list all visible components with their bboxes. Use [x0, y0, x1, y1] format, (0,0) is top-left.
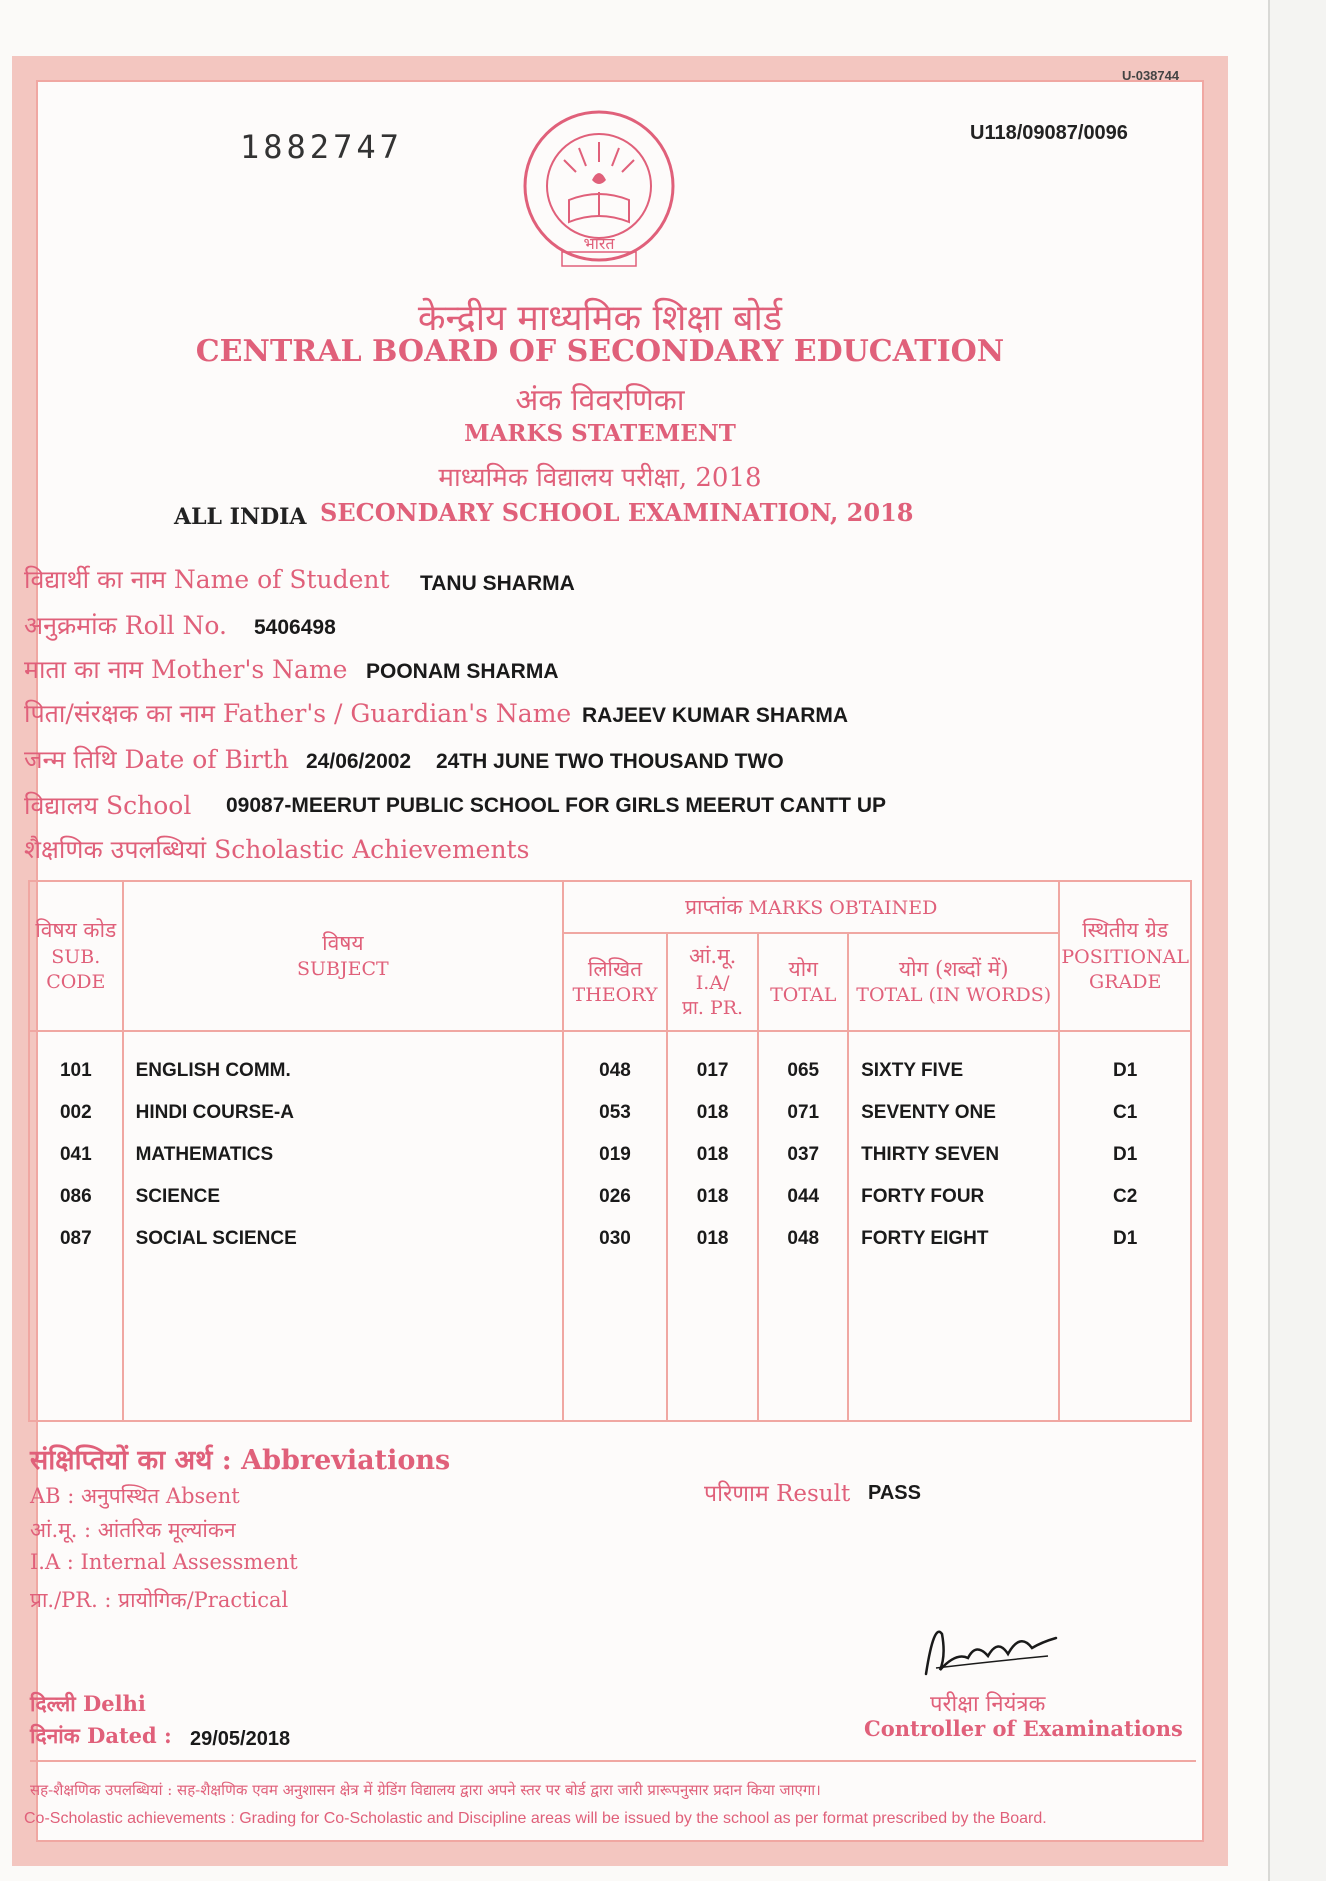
abbreviation-item: आं.मू. : आंतरिक मूल्यांकन: [30, 1518, 236, 1542]
result-label: परिणाम Result: [704, 1481, 851, 1507]
serial-number: 1882747: [240, 128, 403, 166]
controller-title-hindi: परीक्षा नियंत्रक: [930, 1692, 1046, 1717]
table-row: MATHEMATICS: [135, 1144, 274, 1165]
table-row: FORTY EIGHT: [861, 1228, 989, 1249]
dob-value: 24/06/2002: [306, 750, 412, 773]
table-row: 048: [599, 1060, 631, 1081]
marks-table: [28, 880, 1192, 1422]
board-name-hindi: केन्द्रीय माध्यमिक शिक्षा बोर्ड: [417, 298, 783, 339]
table-row: 086: [59, 1186, 92, 1207]
table-row: D1: [1113, 1228, 1138, 1249]
table-row: 071: [787, 1102, 820, 1123]
student-name-value: TANU SHARMA: [420, 572, 575, 595]
table-row: 087: [59, 1228, 92, 1249]
table-row: ENGLISH COMM.: [135, 1060, 291, 1081]
father-name-label: पिता/संरक्षक का नाम Father's / Guardian's Name: [24, 699, 572, 728]
table-row: 037: [787, 1144, 820, 1165]
table-row: SIXTY FIVE: [861, 1060, 964, 1081]
dated-label: दिनांक Dated :: [30, 1723, 172, 1748]
reference-number: U118/09087/0096: [970, 122, 1128, 144]
table-row: C2: [1113, 1186, 1138, 1207]
exam-title-english: SECONDARY SCHOOL EXAMINATION, 2018: [320, 498, 914, 527]
table-row: SEVENTY ONE: [861, 1102, 996, 1123]
table-row: 019: [599, 1144, 631, 1165]
controller-title-english: Controller of Examinations: [864, 1716, 1183, 1741]
table-row: THIRTY SEVEN: [861, 1144, 1000, 1165]
table-row: 041: [59, 1144, 92, 1165]
table-row: 018: [696, 1102, 729, 1123]
dob-label: जन्म तिथि Date of Birth: [24, 745, 289, 774]
table-row: 065: [787, 1060, 820, 1081]
table-row: D1: [1113, 1060, 1138, 1081]
column-total: [758, 1031, 848, 1421]
table-row: 026: [599, 1186, 631, 1207]
header-total-words: योग (शब्दों में) TOTAL (IN WORDS): [848, 933, 1059, 1031]
result-value: PASS: [868, 1482, 921, 1504]
mother-name-label: माता का नाम Mother's Name: [24, 655, 348, 684]
table-row: C1: [1113, 1102, 1138, 1123]
abbreviations-title: संक्षिप्तियों का अर्थ : Abbreviations: [30, 1445, 451, 1476]
footer-note-english: Co-Scholastic achievements : Grading for Co-Scholastic and Discipline areas will be issued by the school as per format prescribed by the Board.: [24, 1810, 1047, 1827]
table-row: SOCIAL SCIENCE: [135, 1228, 297, 1249]
statement-title-english: MARKS STATEMENT: [464, 420, 736, 447]
table-row: HINDI COURSE-A: [135, 1102, 294, 1123]
header-marks-obtained: प्राप्तांक MARKS OBTAINED: [563, 881, 1059, 933]
footer-divider: [30, 1760, 1196, 1762]
table-row: D1: [1113, 1144, 1138, 1165]
roll-number-value: 5406498: [254, 616, 336, 639]
header-total: योग TOTAL: [758, 933, 848, 1031]
table-row: FORTY FOUR: [861, 1186, 985, 1207]
column-theory: [563, 1031, 667, 1421]
scholastic-label: शैक्षणिक उपलब्धियां Scholastic Achievements: [24, 835, 530, 864]
signature-icon: [916, 1612, 1066, 1684]
father-name-value: RAJEEV KUMAR SHARMA: [582, 704, 849, 727]
column-total-words: [848, 1031, 1059, 1421]
table-row: 101: [59, 1060, 92, 1081]
table-row: 018: [696, 1228, 729, 1249]
board-name-english: CENTRAL BOARD OF SECONDARY EDUCATION: [195, 334, 1005, 369]
form-number: U-038744: [1122, 68, 1180, 83]
place-label: दिल्ली Delhi: [30, 1691, 146, 1716]
column-ia: [667, 1031, 758, 1421]
footer-note-hindi: सह-शैक्षणिक उपलब्धियां : सह-शैक्षणिक एवम अनुशासन क्षेत्र में ग्रेडिंग विद्यालय द्वारा अपने स्तर पर बोर्ड द्वारा जारी प्रारूपनुसार प्रदान किया जाएगा।: [30, 1781, 821, 1799]
school-value: 09087-MEERUT PUBLIC SCHOOL FOR GIRLS MEERUT CANTT UP: [226, 794, 887, 817]
column-codes: [29, 1031, 123, 1421]
statement-title-hindi: अंक विवरणिका: [515, 383, 685, 418]
header-theory: लिखित THEORY: [563, 933, 667, 1031]
roll-number-label: अनुक्रमांक Roll No.: [24, 611, 227, 640]
column-grade: [1059, 1031, 1191, 1421]
header-ia: आं.मू. I.A/ प्रा. PR.: [667, 933, 758, 1031]
dob-words-value: 24TH JUNE TWO THOUSAND TWO: [436, 750, 784, 773]
header-subject: विषय SUBJECT: [123, 881, 564, 1031]
header-sub-code: विषय कोड SUB. CODE: [29, 881, 123, 1031]
exam-title-hindi: माध्यमिक विद्यालय परीक्षा, 2018: [438, 463, 762, 493]
table-row: 017: [696, 1060, 729, 1081]
table-row: 002: [59, 1102, 92, 1123]
header-positional-grade: स्थितीय ग्रेड POSITIONAL GRADE: [1059, 881, 1191, 1031]
student-name-label: विद्यार्थी का नाम Name of Student: [24, 565, 390, 594]
abbreviation-item: I.A : Internal Assessment: [30, 1550, 298, 1574]
table-row: 053: [599, 1102, 631, 1123]
table-row: 048: [787, 1228, 820, 1249]
abbreviation-item: प्रा./PR. : प्रायोगिक/Practical: [30, 1588, 289, 1612]
table-row: 044: [787, 1186, 820, 1207]
column-subjects: [123, 1031, 564, 1421]
abbreviation-item: AB : अनुपस्थित Absent: [30, 1484, 240, 1508]
school-label: विद्यालय School: [24, 791, 192, 820]
table-row: 030: [599, 1228, 631, 1249]
table-row: 018: [696, 1186, 729, 1207]
table-row: SCIENCE: [135, 1186, 221, 1207]
emblem-bottom-text: भारत: [583, 234, 615, 253]
mother-name-value: POONAM SHARMA: [366, 660, 559, 683]
table-row: 018: [696, 1144, 729, 1165]
all-india-label: ALL INDIA: [174, 504, 307, 530]
dated-value: 29/05/2018: [190, 1728, 291, 1750]
